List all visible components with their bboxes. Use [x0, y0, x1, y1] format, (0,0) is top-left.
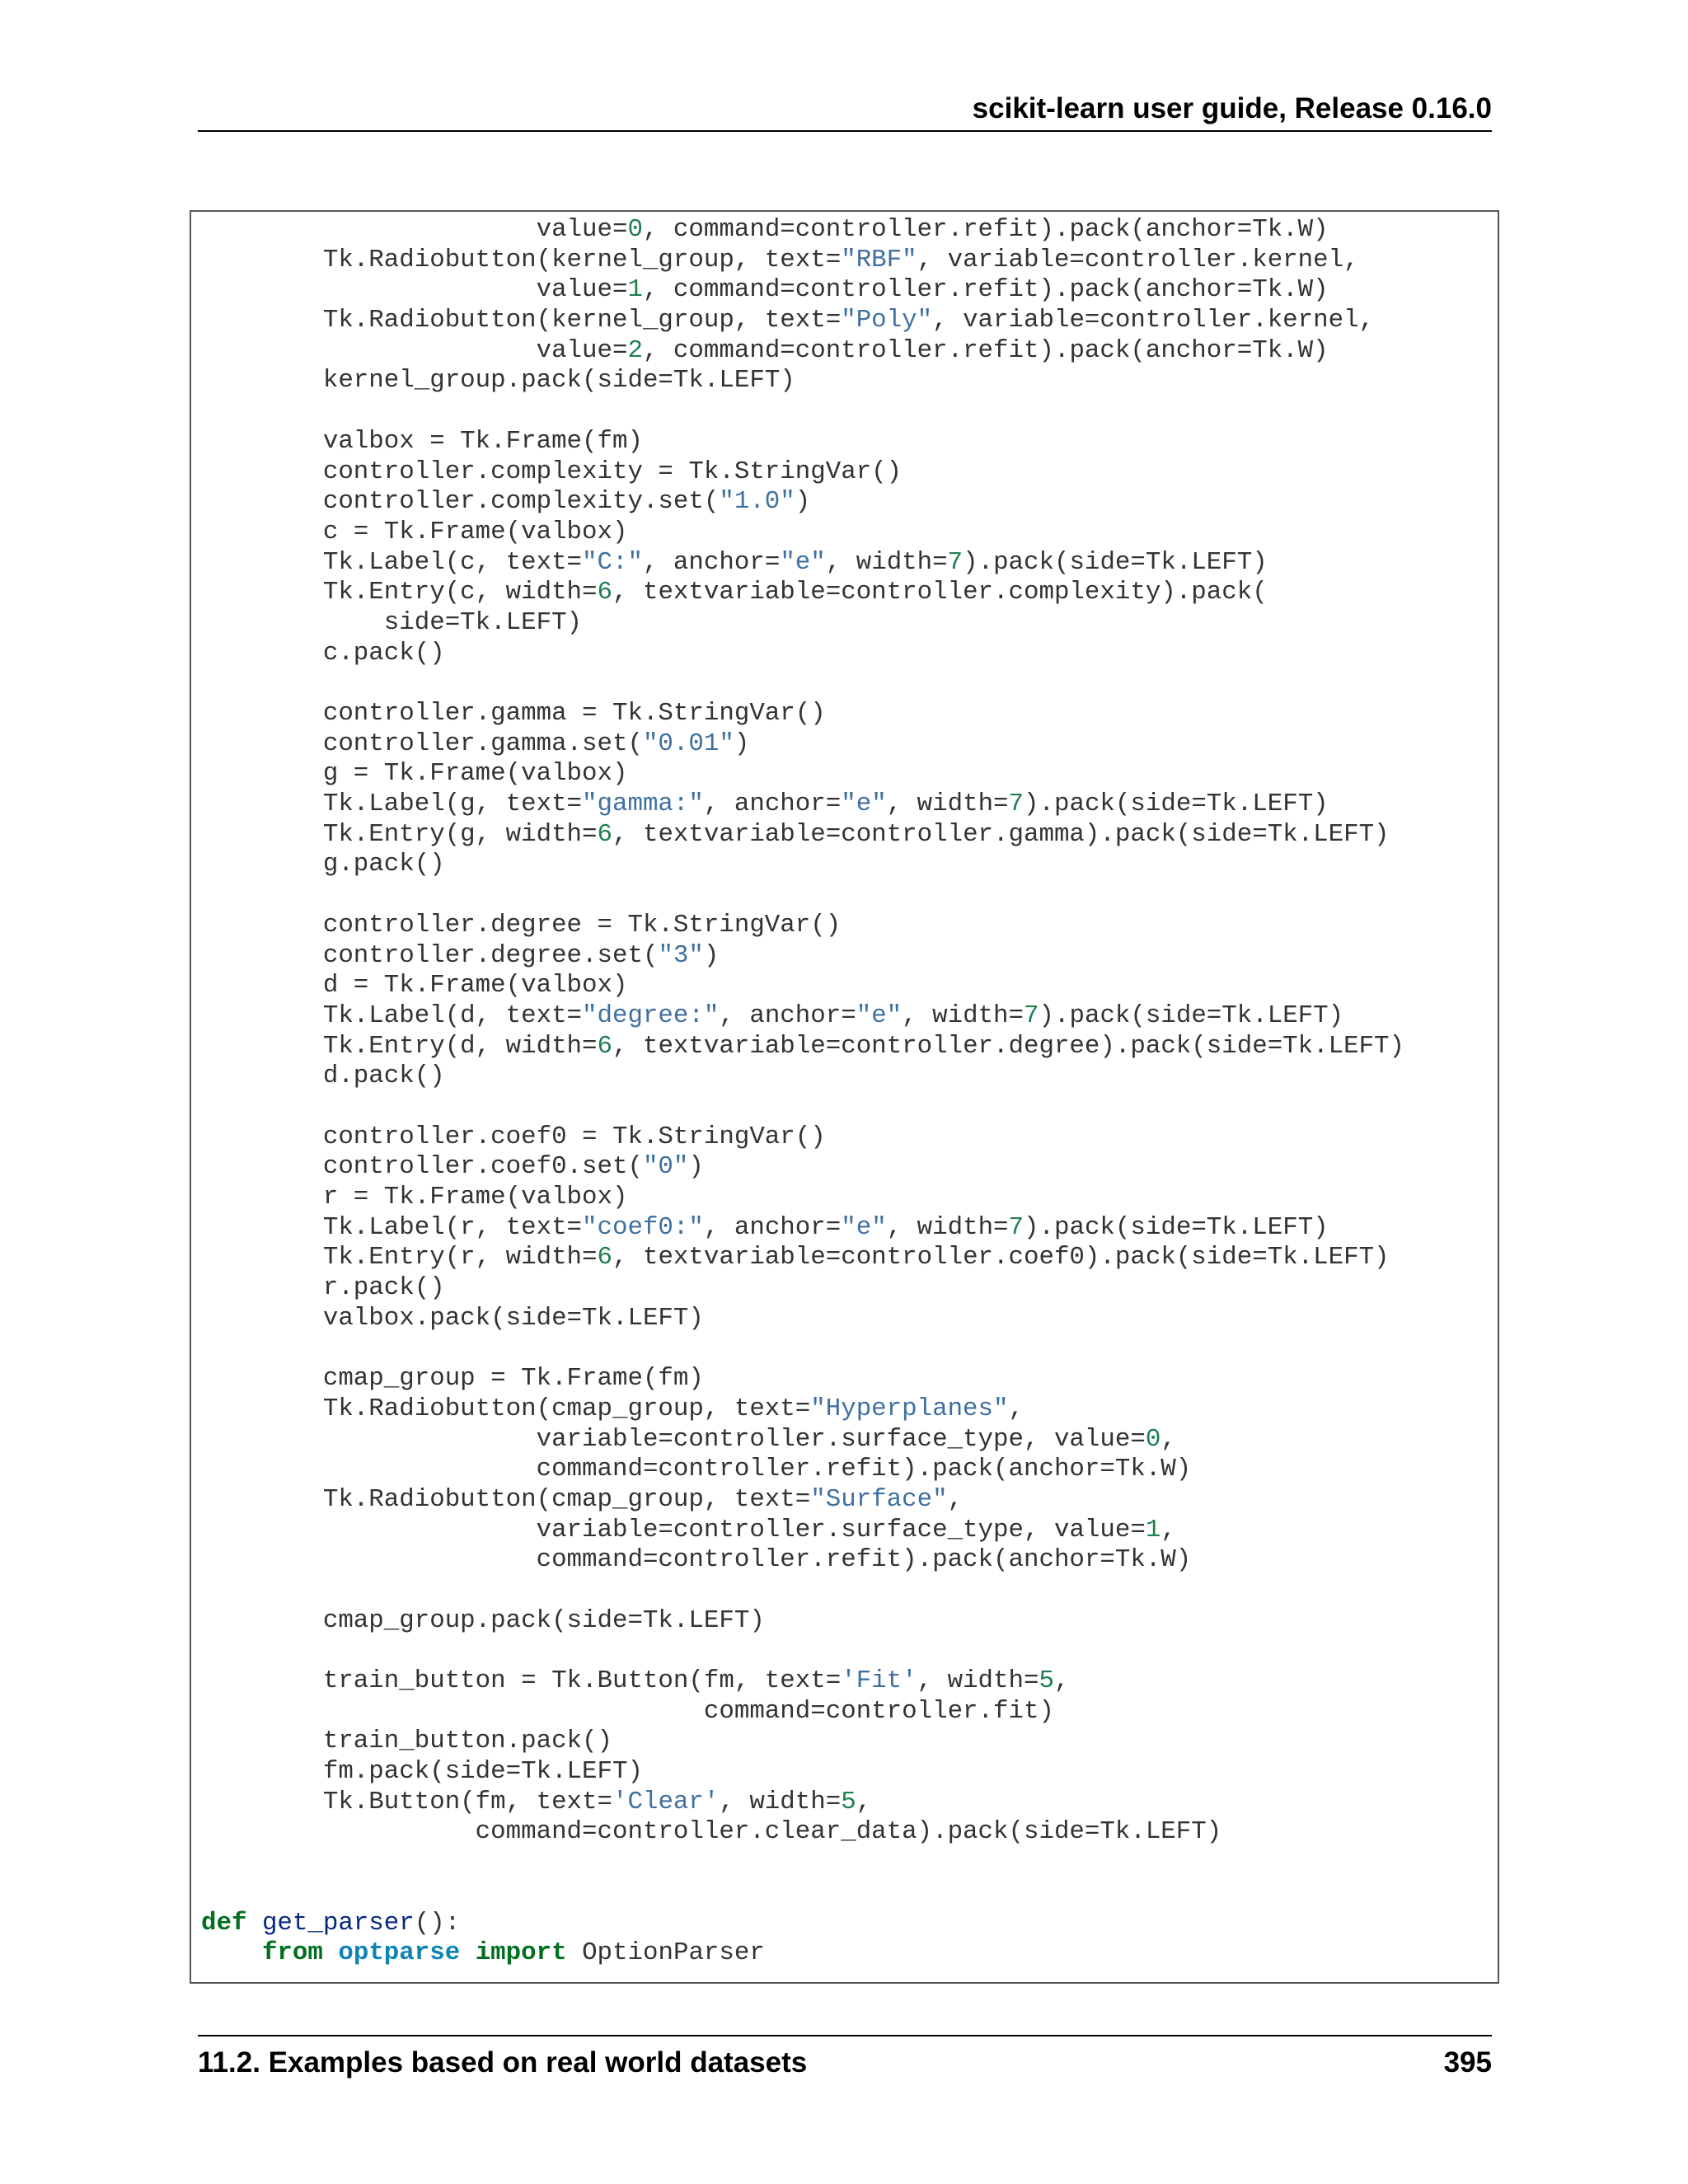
code-token: Tk.Radiobutton(cmap_group, text= — [201, 1484, 811, 1514]
code-token: , width= — [902, 1001, 1025, 1030]
code-token: Tk.Label(c, text= — [201, 547, 583, 577]
code-line — [201, 1727, 1404, 1757]
code-token: , — [947, 1484, 964, 1514]
code-line — [201, 790, 1404, 820]
code-line — [201, 1909, 1404, 1939]
code-line — [201, 850, 1404, 880]
code-token — [201, 1938, 262, 1967]
code-token: controller.degree.set( — [201, 940, 659, 970]
code-token: controller.complexity.set( — [201, 487, 720, 517]
code-token: value= — [201, 335, 628, 365]
code-token: c.pack() — [201, 638, 445, 668]
code-token: cmap_group.pack(side=Tk.LEFT) — [201, 1605, 765, 1635]
footer-section-title: 11.2. Examples based on real world datasets — [198, 2046, 808, 2079]
code-token: def — [201, 1908, 247, 1938]
code-token: train_button = Tk.Button(fm, text= — [201, 1666, 842, 1695]
code-token: side=Tk.LEFT) — [201, 607, 583, 637]
code-listing — [201, 215, 1404, 1969]
code-token: 7 — [947, 547, 964, 577]
code-token: , width= — [719, 1787, 842, 1816]
code-token: c = Tk.Frame(valbox) — [201, 517, 628, 546]
code-token: , anchor= — [642, 547, 781, 577]
code-token: controller.gamma.set( — [201, 729, 643, 758]
code-token: cmap_group = Tk.Frame(fm) — [201, 1364, 704, 1394]
code-line — [201, 548, 1404, 579]
code-token — [246, 1909, 261, 1938]
code-token: , anchor= — [703, 790, 842, 819]
code-token: r = Tk.Frame(valbox) — [201, 1183, 628, 1212]
code-token: "Hyperplanes" — [810, 1394, 1009, 1423]
code-line — [201, 518, 1404, 548]
code-token: fm.pack(side=Tk.LEFT) — [201, 1757, 643, 1787]
code-token: , — [1160, 1515, 1176, 1544]
code-token: Tk.Label(r, text= — [201, 1212, 583, 1242]
code-token: , width= — [917, 1666, 1039, 1695]
code-line — [201, 1273, 1404, 1304]
footer-rule — [198, 2035, 1492, 2036]
header-rule — [198, 130, 1492, 132]
code-line — [201, 396, 1404, 427]
code-token: train_button.pack() — [201, 1727, 612, 1756]
code-token: , — [1160, 1424, 1176, 1454]
code-line — [201, 1304, 1404, 1334]
code-line — [201, 1848, 1404, 1878]
code-token: Tk.Radiobutton(kernel_group, text= — [201, 245, 842, 274]
code-token: , command=controller.refit).pack(anchor=Tk.W) — [642, 275, 1329, 305]
code-token: , anchor= — [703, 1212, 842, 1242]
code-token: ) — [703, 940, 720, 970]
code-token: 0 — [1145, 1424, 1161, 1454]
code-line — [201, 759, 1404, 790]
code-token: OptionParser — [566, 1938, 765, 1968]
code-line — [201, 1938, 1404, 1969]
code-token: , textvariable=controller.coef0).pack(side=Tk.LEFT) — [612, 1243, 1390, 1272]
code-token: command=controller.clear_data).pack(side=Tk.LEFT) — [201, 1817, 1222, 1847]
code-token: 7 — [1008, 790, 1025, 819]
code-token: kernel_group.pack(side=Tk.LEFT) — [201, 366, 795, 396]
code-token: 6 — [597, 578, 612, 607]
code-token: "degree:" — [582, 1001, 720, 1030]
code-token: , command=controller.refit).pack(anchor=Tk.W) — [642, 335, 1329, 365]
code-line — [201, 941, 1404, 972]
code-token: Tk.Label(d, text= — [201, 1001, 583, 1030]
code-token: 5 — [841, 1787, 856, 1816]
code-line — [201, 1788, 1404, 1818]
code-token: Tk.Entry(d, width= — [201, 1031, 598, 1061]
code-line — [201, 1364, 1404, 1394]
code-token: import — [475, 1938, 567, 1968]
code-token: 7 — [1024, 1001, 1039, 1030]
code-token: command=controller.fit) — [201, 1696, 1054, 1726]
code-token: get_parser — [261, 1908, 415, 1938]
code-token: valbox.pack(side=Tk.LEFT) — [201, 1303, 704, 1333]
code-line — [201, 608, 1404, 639]
code-line — [201, 1516, 1404, 1546]
code-token: g.pack() — [201, 850, 445, 879]
code-line — [201, 336, 1404, 367]
page-number: 395 — [1443, 2046, 1492, 2079]
code-token: 'Clear' — [612, 1787, 720, 1816]
code-token: , anchor= — [719, 1001, 856, 1030]
code-line — [201, 1032, 1404, 1062]
code-line — [201, 1485, 1404, 1516]
code-token: d = Tk.Frame(valbox) — [201, 971, 628, 1001]
code-token: , textvariable=controller.complexity).pack( — [612, 578, 1268, 607]
code-token: value= — [201, 215, 628, 244]
code-token: ) — [734, 729, 750, 758]
code-line — [201, 639, 1404, 669]
code-line — [201, 1757, 1404, 1788]
code-line — [201, 1333, 1404, 1364]
code-token: "RBF" — [841, 245, 917, 274]
code-line — [201, 1878, 1404, 1909]
code-token: controller.coef0.set( — [201, 1152, 643, 1182]
code-token: (): — [414, 1908, 461, 1938]
code-line — [201, 1545, 1404, 1576]
code-line — [201, 1152, 1404, 1183]
code-token: , variable=controller.kernel, — [932, 306, 1375, 335]
code-line — [201, 971, 1404, 1001]
code-line — [201, 1213, 1404, 1244]
code-token: ).pack(side=Tk.LEFT) — [1024, 790, 1329, 819]
code-line — [201, 246, 1404, 276]
code-token: Tk.Entry(g, width= — [201, 819, 598, 849]
code-token: Tk.Button(fm, text= — [201, 1787, 612, 1816]
code-token: ) — [688, 1152, 704, 1182]
code-token: command=controller.refit).pack(anchor=Tk.W) — [201, 1455, 1192, 1484]
code-token: ).pack(side=Tk.LEFT) — [1024, 1212, 1329, 1242]
code-line — [201, 820, 1404, 851]
code-token: , — [1053, 1666, 1070, 1695]
code-token: "coef0:" — [582, 1212, 704, 1242]
code-token: , — [1008, 1394, 1024, 1423]
code-line — [201, 1183, 1404, 1213]
code-line — [201, 1606, 1404, 1637]
code-token: Tk.Entry(c, width= — [201, 578, 598, 607]
code-token: valbox = Tk.Frame(fm) — [201, 426, 643, 456]
code-line — [201, 1666, 1404, 1697]
code-token: variable=controller.surface_type, value= — [201, 1424, 1146, 1454]
code-token: ) — [795, 487, 811, 517]
code-token: optparse — [338, 1938, 461, 1968]
code-token: 'Fit' — [841, 1666, 917, 1695]
code-line — [201, 1425, 1404, 1455]
code-token: controller.degree = Tk.StringVar() — [201, 910, 842, 940]
code-line — [201, 699, 1404, 729]
code-token: d.pack() — [201, 1062, 445, 1091]
code-token: "e" — [856, 1001, 903, 1030]
code-token: r.pack() — [201, 1273, 445, 1303]
code-line — [201, 487, 1404, 518]
code-token: from — [261, 1938, 323, 1968]
code-token: 6 — [597, 1031, 612, 1061]
code-token: "e" — [841, 790, 887, 819]
code-token: value= — [201, 275, 628, 305]
code-token: , width= — [886, 790, 1009, 819]
code-line — [201, 1001, 1404, 1032]
code-token: Tk.Radiobutton(cmap_group, text= — [201, 1394, 811, 1423]
code-line — [201, 275, 1404, 306]
code-token: , textvariable=controller.gamma).pack(side=Tk.LEFT) — [612, 819, 1390, 849]
code-line — [201, 366, 1404, 396]
code-block — [190, 210, 1499, 1984]
code-line — [201, 1576, 1404, 1606]
code-line — [201, 911, 1404, 941]
code-line — [201, 306, 1404, 336]
code-line — [201, 1243, 1404, 1273]
code-line — [201, 427, 1404, 457]
code-line — [201, 1636, 1404, 1666]
code-token: 1 — [1145, 1515, 1161, 1544]
code-token: command=controller.refit).pack(anchor=Tk.W) — [201, 1545, 1192, 1575]
code-token: 1 — [627, 275, 643, 305]
code-line — [201, 578, 1404, 608]
code-line — [201, 1394, 1404, 1425]
code-line — [201, 1122, 1404, 1153]
code-token: Tk.Label(g, text= — [201, 790, 583, 819]
code-token: 6 — [597, 819, 612, 849]
code-token: ).pack(side=Tk.LEFT) — [963, 547, 1268, 577]
code-token: "Poly" — [841, 306, 933, 335]
code-line — [201, 1455, 1404, 1485]
code-token — [323, 1938, 338, 1967]
code-token: , variable=controller.kernel, — [917, 245, 1359, 274]
code-token: variable=controller.surface_type, value= — [201, 1515, 1146, 1544]
code-token: , command=controller.refit).pack(anchor=Tk.W) — [642, 215, 1329, 244]
code-token: , width= — [886, 1212, 1009, 1242]
code-line — [201, 457, 1404, 488]
code-token: , width= — [825, 547, 948, 577]
code-token: "0" — [642, 1152, 689, 1182]
code-token: controller.complexity = Tk.StringVar() — [201, 457, 903, 486]
code-line — [201, 1817, 1404, 1848]
code-token: Tk.Radiobutton(kernel_group, text= — [201, 306, 842, 335]
code-line — [201, 729, 1404, 760]
code-token: , textvariable=controller.degree).pack(side=Tk.LEFT) — [612, 1031, 1405, 1061]
running-header-title: scikit-learn user guide, Release 0.16.0 — [972, 92, 1492, 124]
code-line — [201, 1697, 1404, 1727]
code-token: "C:" — [582, 547, 643, 577]
code-token: 2 — [627, 335, 643, 365]
code-token: "e" — [780, 547, 826, 577]
code-token: "gamma:" — [582, 790, 704, 819]
code-token: 6 — [597, 1243, 612, 1272]
code-token: controller.gamma = Tk.StringVar() — [201, 699, 826, 728]
code-token: g = Tk.Frame(valbox) — [201, 759, 628, 789]
code-token: , — [856, 1787, 872, 1816]
code-token: "1.0" — [719, 487, 795, 517]
code-line — [201, 215, 1404, 246]
code-token: controller.coef0 = Tk.StringVar() — [201, 1122, 826, 1151]
code-line — [201, 1092, 1404, 1122]
code-token: "3" — [658, 940, 704, 970]
code-line — [201, 668, 1404, 699]
code-token: "Surface" — [810, 1484, 948, 1514]
code-token: "0.01" — [642, 729, 734, 758]
code-line — [201, 1062, 1404, 1092]
code-token: 0 — [627, 215, 643, 244]
code-token: 5 — [1039, 1666, 1054, 1695]
code-token: ).pack(side=Tk.LEFT) — [1039, 1001, 1344, 1030]
code-token: Tk.Entry(r, width= — [201, 1243, 598, 1272]
code-line — [201, 880, 1404, 911]
code-token — [460, 1938, 475, 1967]
code-token: 7 — [1008, 1212, 1025, 1242]
code-token: "e" — [841, 1212, 887, 1242]
